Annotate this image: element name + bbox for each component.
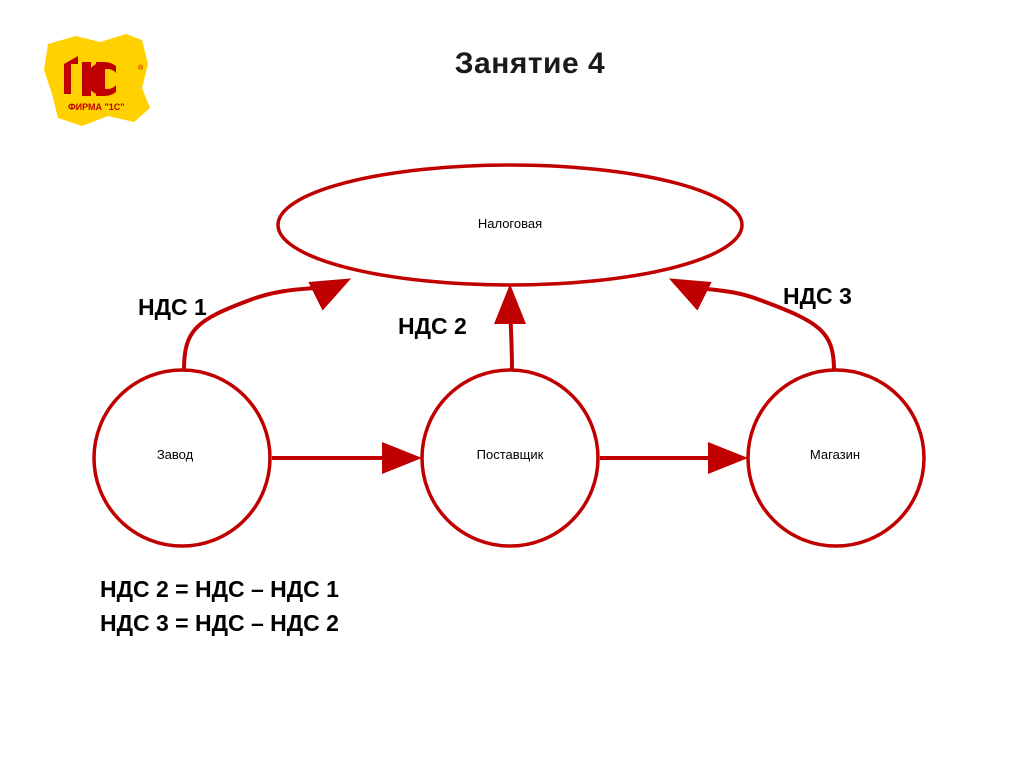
node-label-factory: Завод — [156, 447, 194, 462]
formula-list — [100, 572, 620, 640]
flow-label-vat1: НДС 1 — [138, 294, 207, 320]
flow-label-vat2: НДС 2 — [398, 313, 467, 339]
logo-registered-mark: ® — [138, 65, 144, 72]
node-label-supplier: Поставщик — [476, 447, 544, 462]
node-label-store: Магазин — [809, 447, 861, 462]
arrow-vat1-factory-to-tax — [184, 282, 344, 370]
page-title: Занятие 4 — [454, 47, 606, 80]
arrow-vat2-supplier-to-tax — [510, 292, 512, 370]
formula-line: НДС 2 = НДС – НДС 1 — [100, 576, 339, 602]
logo-caption: ФИРМА "1С" — [68, 102, 125, 112]
flow-label-vat3: НДС 3 — [783, 283, 852, 309]
formula-line: НДС 3 = НДС – НДС 2 — [100, 610, 339, 636]
node-label-tax-authority: Налоговая — [477, 216, 543, 231]
